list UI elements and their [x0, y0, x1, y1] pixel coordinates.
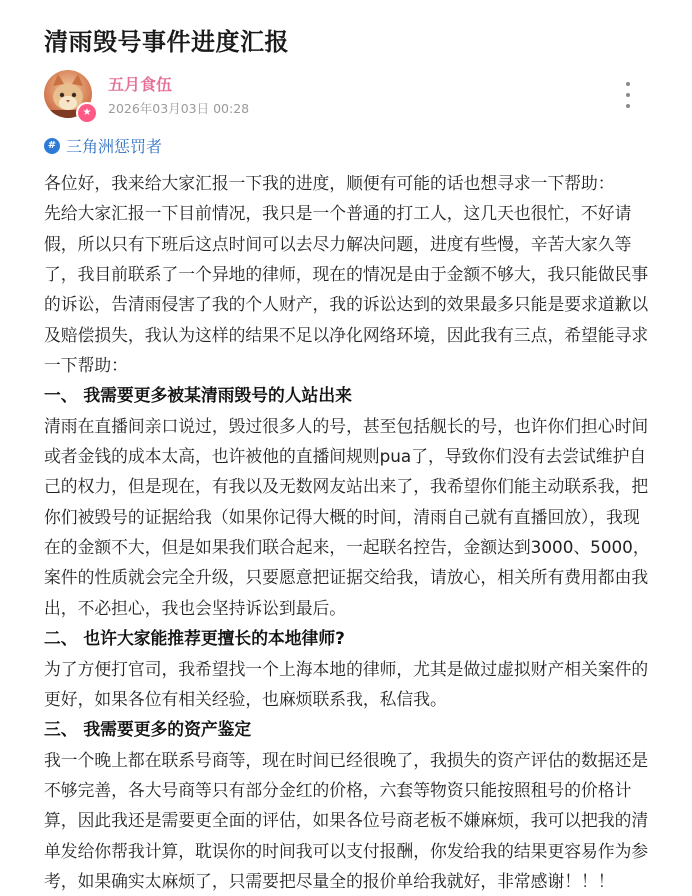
section-heading-2: 二、 也许大家能推荐更擅长的本地律师?	[44, 628, 345, 649]
section-body-3: 我一个晚上都在联系号商等，现在时间已经很晚了，我损失的资产评估的数据还是不够完善，各大号商等只有部分金红的价格，六套等物资只能按照租号的价格计算，因此我还是需要更全面的评估，如果各位号商老板不嫌麻烦，我可以把我的清单发给你帮我计算，耽误你的时间我可以支付报酬，你发给我的结果更容易作为参考，如果确实太麻烦了，只需要把尽量全的报价单给我就好，非常感谢！！！	[44, 749, 649, 891]
paragraph-intro: 各位好，我来给大家汇报一下我的进度，顺便有可能的话也想寻求一下帮助：	[44, 173, 615, 193]
topic-tag[interactable]	[44, 134, 162, 157]
section-body-1: 清雨在直播间亲口说过，毁过很多人的号，甚至包括舰长的号，也许你们担心时间或者金钱的成本太高，也许被他的直播间规则pua了，导致你们没有去尝试维护自己的权力，但是现在，有我以及无数网友站出来了，我希望你们能主动联系我，把你们被毁号的证据给我（如果你记得大概的时间，清雨自己就有直播回放），我现在的金额不大，但是如果我们联合起来，一起联名控告，金额达到3000、5000，案件的性质就会完全升级，只要愿意把证据交给我，请放心，相关所有费用都由我出，不必担心，我也会坚持诉讼到最后。	[44, 415, 650, 618]
paragraph-status: 先给大家汇报一下目前情况，我只是一个普通的打工人，这几天也很忙，不好请假，所以只有下班后这点时间可以去尽力解决问题，进度有些慢，辛苦大家久等了，我目前联系了一个异地的律师，现在的情况是由于金额不够大，我只能做民事的诉讼，告清雨侵害了我的个人财产，我的诉讼达到的效果最多只能是要求道歉以及赔偿损失，我认为这样的结果不足以净化网络环境，因此我有三点，希望能寻求一下帮助：	[44, 203, 649, 376]
more-dot	[626, 93, 630, 97]
post-timestamp: 2026年03月03日 00:28	[108, 101, 250, 116]
more-dot	[626, 104, 630, 108]
post-title: 清雨毁号事件进度汇报	[44, 28, 289, 56]
verified-badge-icon: ★	[76, 102, 98, 124]
more-dot	[626, 82, 630, 86]
topic-label[interactable]: 三角洲惩罚者	[66, 137, 163, 156]
hashtag-icon: #	[44, 138, 60, 154]
section-heading-3: 三、 我需要更多的资产鉴定	[44, 719, 252, 740]
section-heading-1: 一、 我需要更多被某清雨毁号的人站出来	[44, 385, 352, 406]
post-body	[44, 168, 650, 896]
more-options-icon[interactable]	[618, 80, 638, 110]
author-avatar[interactable]	[44, 70, 94, 120]
section-body-2: 为了方便打官司，我希望找一个上海本地的律师，尤其是做过虚拟财产相关案件的更好，如果各位有相关经验，也麻烦联系我，私信我。	[44, 658, 649, 709]
author-name[interactable]: 五月食伍	[108, 75, 173, 94]
